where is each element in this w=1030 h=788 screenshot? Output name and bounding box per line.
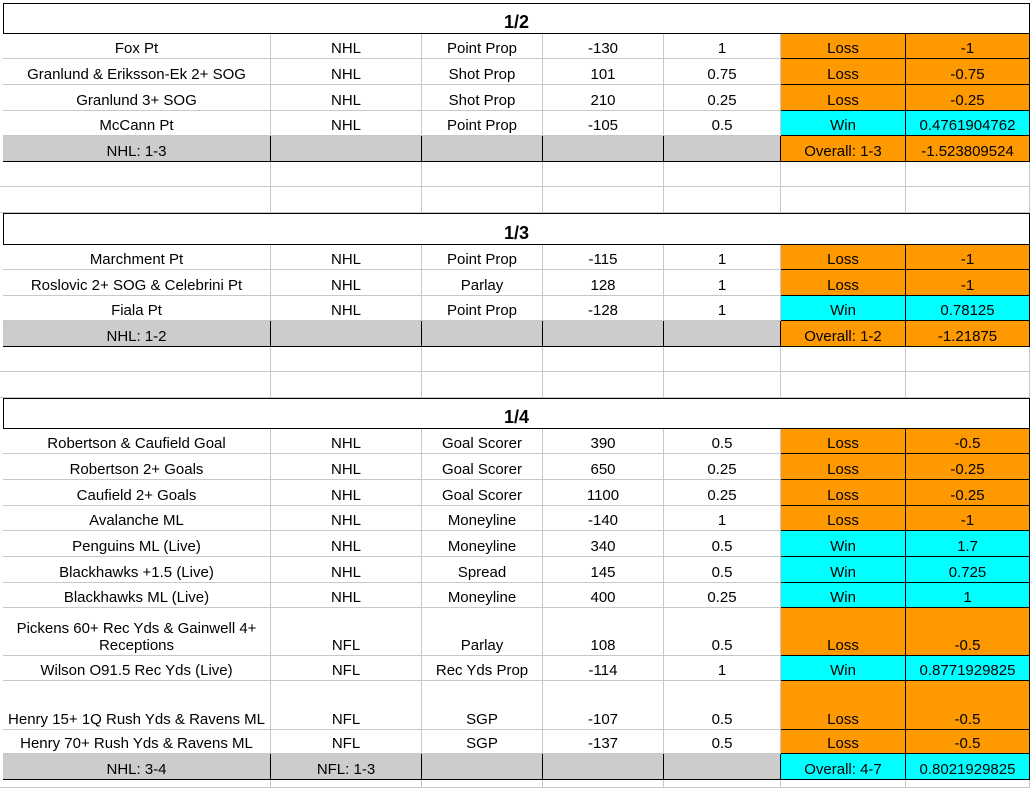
empty-cell[interactable] [271,780,422,788]
empty-cell[interactable] [781,187,906,213]
units-cell[interactable]: 1 [664,506,781,531]
units-cell[interactable]: 1 [664,34,781,59]
bet-type-cell[interactable]: SGP [422,681,543,730]
units-cell[interactable]: 0.5 [664,557,781,583]
units-cell[interactable]: 0.75 [664,59,781,85]
units-cell[interactable]: 1 [664,270,781,296]
odds-cell[interactable]: 650 [543,454,664,480]
profit-cell[interactable]: -0.5 [906,681,1030,730]
units-cell[interactable]: 0.25 [664,480,781,506]
empty-cell[interactable] [906,780,1030,788]
empty-cell[interactable] [543,187,664,213]
units-cell[interactable]: 1 [664,296,781,321]
summary-league-record-2[interactable]: NFL: 1-3 [271,754,422,780]
empty-cell[interactable] [0,780,271,788]
bet-cell[interactable]: Fox Pt [3,34,271,59]
summary-empty-cell[interactable] [422,754,543,780]
bet-type-cell[interactable]: Rec Yds Prop [422,656,543,681]
empty-cell[interactable] [0,347,271,372]
result-cell[interactable]: Loss [781,730,906,754]
bet-type-cell[interactable]: Moneyline [422,531,543,557]
profit-cell[interactable]: -0.5 [906,608,1030,656]
summary-empty-cell[interactable] [422,136,543,162]
empty-cell[interactable] [781,780,906,788]
profit-cell[interactable]: 1.7 [906,531,1030,557]
league-cell[interactable]: NFL [271,730,422,754]
summary-empty-cell[interactable] [664,136,781,162]
bet-cell[interactable]: Pickens 60+ Rec Yds & Gainwell 4+ Receptions [3,608,271,656]
units-cell[interactable]: 0.5 [664,429,781,454]
bet-cell[interactable]: Blackhawks +1.5 (Live) [3,557,271,583]
empty-cell[interactable] [422,780,543,788]
result-cell[interactable]: Loss [781,429,906,454]
bet-cell[interactable]: Robertson 2+ Goals [3,454,271,480]
summary-league-record[interactable]: NHL: 3-4 [3,754,271,780]
bet-cell[interactable]: Granlund 3+ SOG [3,85,271,111]
odds-cell[interactable]: -137 [543,730,664,754]
bet-cell[interactable]: Caufield 2+ Goals [3,480,271,506]
profit-cell[interactable]: -1 [906,270,1030,296]
result-cell[interactable]: Loss [781,245,906,270]
result-cell[interactable]: Loss [781,85,906,111]
league-cell[interactable]: NHL [271,111,422,136]
summary-overall-record[interactable]: Overall: 4-7 [781,754,906,780]
league-cell[interactable]: NFL [271,656,422,681]
league-cell[interactable]: NHL [271,480,422,506]
odds-cell[interactable]: -114 [543,656,664,681]
empty-cell[interactable] [0,372,271,398]
league-cell[interactable]: NHL [271,429,422,454]
profit-cell[interactable]: 0.78125 [906,296,1030,321]
result-cell[interactable]: Win [781,583,906,608]
summary-empty-cell[interactable] [543,136,664,162]
odds-cell[interactable]: 400 [543,583,664,608]
units-cell[interactable]: 0.25 [664,85,781,111]
summary-league-record-2[interactable] [271,321,422,347]
empty-cell[interactable] [422,347,543,372]
bet-type-cell[interactable]: Shot Prop [422,85,543,111]
odds-cell[interactable]: 1100 [543,480,664,506]
empty-cell[interactable] [271,187,422,213]
empty-cell[interactable] [543,162,664,187]
league-cell[interactable]: NHL [271,506,422,531]
bet-cell[interactable]: Granlund & Eriksson-Ek 2+ SOG [3,59,271,85]
profit-cell[interactable]: -1 [906,506,1030,531]
bet-type-cell[interactable]: Parlay [422,608,543,656]
summary-empty-cell[interactable] [422,321,543,347]
odds-cell[interactable]: -115 [543,245,664,270]
league-cell[interactable]: NHL [271,557,422,583]
result-cell[interactable]: Loss [781,681,906,730]
profit-cell[interactable]: 0.725 [906,557,1030,583]
summary-net-profit[interactable]: -1.21875 [906,321,1030,347]
odds-cell[interactable]: 390 [543,429,664,454]
result-cell[interactable]: Loss [781,454,906,480]
bet-type-cell[interactable]: Goal Scorer [422,480,543,506]
bet-type-cell[interactable]: Moneyline [422,506,543,531]
odds-cell[interactable]: 128 [543,270,664,296]
empty-cell[interactable] [906,187,1030,213]
profit-cell[interactable]: -0.25 [906,454,1030,480]
profit-cell[interactable]: -0.5 [906,429,1030,454]
bet-type-cell[interactable]: Moneyline [422,583,543,608]
units-cell[interactable]: 0.5 [664,111,781,136]
league-cell[interactable]: NFL [271,681,422,730]
profit-cell[interactable]: -0.75 [906,59,1030,85]
league-cell[interactable]: NHL [271,296,422,321]
empty-cell[interactable] [422,372,543,398]
bet-cell[interactable]: Henry 70+ Rush Yds & Ravens ML [3,730,271,754]
result-cell[interactable]: Loss [781,480,906,506]
odds-cell[interactable]: -128 [543,296,664,321]
league-cell[interactable]: NHL [271,531,422,557]
bet-type-cell[interactable]: Goal Scorer [422,429,543,454]
bet-type-cell[interactable]: Parlay [422,270,543,296]
bet-type-cell[interactable]: Point Prop [422,111,543,136]
bet-type-cell[interactable]: Spread [422,557,543,583]
bet-cell[interactable]: Roslovic 2+ SOG & Celebrini Pt [3,270,271,296]
units-cell[interactable]: 0.25 [664,583,781,608]
units-cell[interactable]: 1 [664,245,781,270]
bet-type-cell[interactable]: Point Prop [422,34,543,59]
empty-cell[interactable] [271,162,422,187]
summary-net-profit[interactable]: 0.8021929825 [906,754,1030,780]
league-cell[interactable]: NHL [271,583,422,608]
league-cell[interactable]: NHL [271,270,422,296]
bet-cell[interactable]: Penguins ML (Live) [3,531,271,557]
result-cell[interactable]: Win [781,111,906,136]
odds-cell[interactable]: 145 [543,557,664,583]
empty-cell[interactable] [543,780,664,788]
result-cell[interactable]: Loss [781,608,906,656]
bet-type-cell[interactable]: Point Prop [422,245,543,270]
result-cell[interactable]: Win [781,557,906,583]
empty-cell[interactable] [781,347,906,372]
bet-cell[interactable]: Avalanche ML [3,506,271,531]
units-cell[interactable]: 0.5 [664,681,781,730]
league-cell[interactable]: NHL [271,59,422,85]
empty-cell[interactable] [906,372,1030,398]
bet-type-cell[interactable]: SGP [422,730,543,754]
empty-cell[interactable] [543,347,664,372]
bet-type-cell[interactable]: Goal Scorer [422,454,543,480]
profit-cell[interactable]: 0.4761904762 [906,111,1030,136]
odds-cell[interactable]: -140 [543,506,664,531]
result-cell[interactable]: Loss [781,270,906,296]
profit-cell[interactable]: -1 [906,245,1030,270]
empty-cell[interactable] [543,372,664,398]
result-cell[interactable]: Loss [781,59,906,85]
empty-cell[interactable] [422,162,543,187]
odds-cell[interactable]: -107 [543,681,664,730]
odds-cell[interactable]: -105 [543,111,664,136]
league-cell[interactable]: NHL [271,34,422,59]
empty-cell[interactable] [664,347,781,372]
date-header[interactable]: 1/2 [3,3,1030,34]
empty-cell[interactable] [906,347,1030,372]
empty-cell[interactable] [0,187,271,213]
result-cell[interactable]: Loss [781,34,906,59]
summary-empty-cell[interactable] [543,321,664,347]
profit-cell[interactable]: -0.5 [906,730,1030,754]
odds-cell[interactable]: 340 [543,531,664,557]
result-cell[interactable]: Win [781,531,906,557]
summary-net-profit[interactable]: -1.523809524 [906,136,1030,162]
league-cell[interactable]: NFL [271,608,422,656]
units-cell[interactable]: 0.5 [664,730,781,754]
empty-cell[interactable] [664,780,781,788]
bet-type-cell[interactable]: Point Prop [422,296,543,321]
profit-cell[interactable]: -0.25 [906,85,1030,111]
date-header[interactable]: 1/4 [3,398,1030,429]
odds-cell[interactable]: 210 [543,85,664,111]
league-cell[interactable]: NHL [271,85,422,111]
odds-cell[interactable]: -130 [543,34,664,59]
profit-cell[interactable]: 0.8771929825 [906,656,1030,681]
bet-cell[interactable]: Fiala Pt [3,296,271,321]
empty-cell[interactable] [0,162,271,187]
empty-cell[interactable] [422,187,543,213]
empty-cell[interactable] [664,372,781,398]
bet-cell[interactable]: Wilson O91.5 Rec Yds (Live) [3,656,271,681]
empty-cell[interactable] [271,347,422,372]
bet-type-cell[interactable]: Shot Prop [422,59,543,85]
units-cell[interactable]: 0.5 [664,608,781,656]
bet-cell[interactable]: Robertson & Caufield Goal [3,429,271,454]
units-cell[interactable]: 1 [664,656,781,681]
profit-cell[interactable]: -1 [906,34,1030,59]
summary-league-record[interactable]: NHL: 1-2 [3,321,271,347]
bet-cell[interactable]: Blackhawks ML (Live) [3,583,271,608]
bet-cell[interactable]: Henry 15+ 1Q Rush Yds & Ravens ML [3,681,271,730]
summary-empty-cell[interactable] [664,321,781,347]
empty-cell[interactable] [664,187,781,213]
units-cell[interactable]: 0.25 [664,454,781,480]
profit-cell[interactable]: -0.25 [906,480,1030,506]
empty-cell[interactable] [664,162,781,187]
summary-overall-record[interactable]: Overall: 1-3 [781,136,906,162]
empty-cell[interactable] [271,372,422,398]
result-cell[interactable]: Loss [781,506,906,531]
summary-empty-cell[interactable] [664,754,781,780]
empty-cell[interactable] [781,372,906,398]
summary-overall-record[interactable]: Overall: 1-2 [781,321,906,347]
summary-empty-cell[interactable] [543,754,664,780]
summary-league-record[interactable]: NHL: 1-3 [3,136,271,162]
empty-cell[interactable] [906,162,1030,187]
result-cell[interactable]: Win [781,656,906,681]
empty-cell[interactable] [781,162,906,187]
units-cell[interactable]: 0.5 [664,531,781,557]
league-cell[interactable]: NHL [271,245,422,270]
league-cell[interactable]: NHL [271,454,422,480]
result-cell[interactable]: Win [781,296,906,321]
odds-cell[interactable]: 108 [543,608,664,656]
bet-cell[interactable]: McCann Pt [3,111,271,136]
odds-cell[interactable]: 101 [543,59,664,85]
date-header[interactable]: 1/3 [3,213,1030,245]
summary-league-record-2[interactable] [271,136,422,162]
bet-cell[interactable]: Marchment Pt [3,245,271,270]
profit-cell[interactable]: 1 [906,583,1030,608]
